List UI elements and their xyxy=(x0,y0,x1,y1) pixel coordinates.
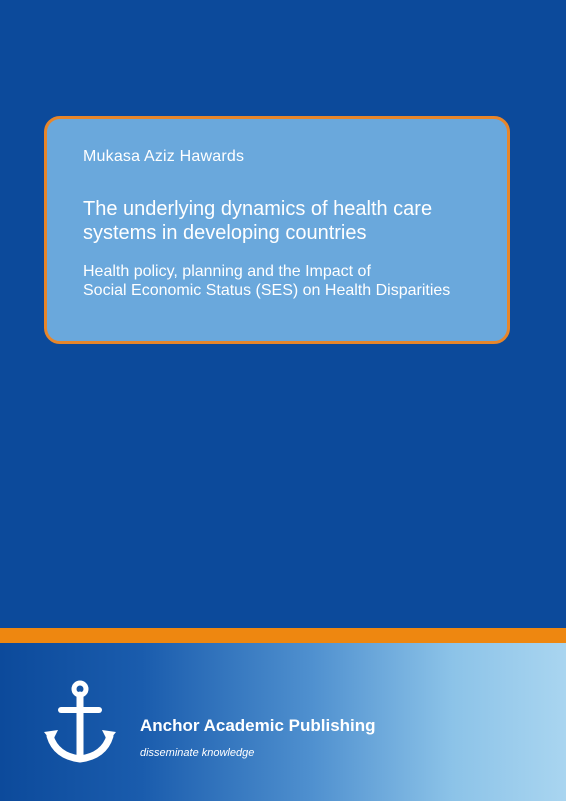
publisher-tagline: disseminate knowledge xyxy=(140,747,255,759)
book-subtitle: Health policy, planning and the Impact of Social Economic Status (SES) on Health Disparities xyxy=(83,263,451,299)
author-name: Mukasa Aziz Hawards xyxy=(83,148,245,165)
publisher-footer xyxy=(0,643,566,801)
publisher-name: Anchor Academic Publishing xyxy=(140,716,376,735)
title-box xyxy=(44,116,510,344)
book-title: The underlying dynamics of health care systems in developing countries xyxy=(83,198,433,244)
anchor-icon xyxy=(44,680,116,764)
orange-divider-band xyxy=(0,628,566,643)
